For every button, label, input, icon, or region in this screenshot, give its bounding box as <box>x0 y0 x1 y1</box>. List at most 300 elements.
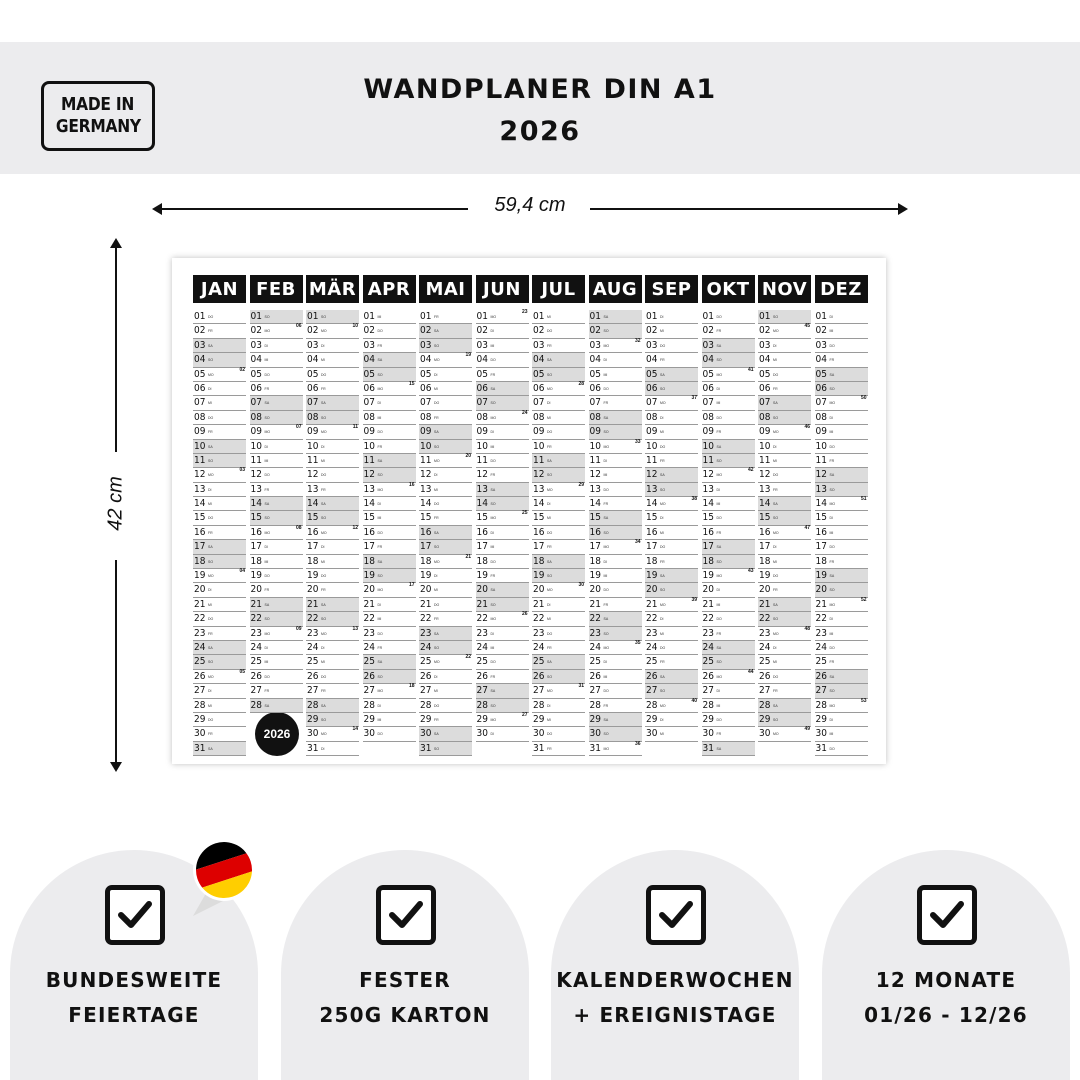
day-number: 21 <box>759 598 771 610</box>
day-row <box>702 468 755 482</box>
weekday-abbr: MO <box>547 386 553 391</box>
calendar-week-number: 36 <box>634 740 641 747</box>
calendar-week-number: 30 <box>578 582 584 589</box>
weekday-abbr: FR <box>321 588 326 593</box>
weekday-abbr: DI <box>377 502 381 507</box>
weekday-abbr: SA <box>208 645 213 650</box>
weekday-abbr: MI <box>773 358 777 363</box>
month-column <box>645 275 698 742</box>
day-number: 15 <box>194 512 206 524</box>
day-number: 06 <box>759 382 771 394</box>
day-number: 24 <box>759 641 771 653</box>
day-number: 14 <box>702 498 714 510</box>
day-number: 20 <box>307 584 319 596</box>
calendar-week-number: 23 <box>521 309 528 315</box>
weekday-abbr: SA <box>716 545 722 550</box>
calendar-week-number: 45 <box>804 323 810 330</box>
weekday-abbr: SO <box>490 602 496 607</box>
weekday-abbr: DO <box>208 617 214 622</box>
weekday-abbr: DO <box>716 516 722 521</box>
weekday-abbr: DI <box>547 502 551 507</box>
weekday-abbr: SA <box>829 674 835 679</box>
weekday-abbr: DO <box>208 717 214 722</box>
day-row <box>758 684 811 698</box>
day-row <box>758 324 811 338</box>
day-number: 08 <box>250 411 262 423</box>
day-number: 15 <box>589 512 601 524</box>
day-number: 14 <box>476 498 488 510</box>
day-number: 19 <box>815 570 827 582</box>
weekday-abbr: DO <box>603 588 609 593</box>
day-number: 19 <box>194 570 206 582</box>
day-row <box>589 670 642 684</box>
day-row <box>815 425 868 439</box>
weekday-abbr: MO <box>773 430 779 435</box>
day-row <box>815 713 868 727</box>
day-number: 02 <box>250 325 262 337</box>
day-number: 02 <box>476 325 488 337</box>
day-number: 08 <box>646 411 658 423</box>
weekday-abbr: DI <box>716 386 720 391</box>
calendar-week-number: 37 <box>691 395 697 402</box>
day-number: 22 <box>363 613 375 625</box>
day-row <box>815 742 868 756</box>
day-row <box>306 483 359 497</box>
day-row <box>306 555 359 569</box>
made-in-germany-badge <box>41 81 155 151</box>
day-number: 04 <box>815 354 827 366</box>
day-number: 16 <box>702 526 714 538</box>
weekday-abbr: MI <box>434 487 438 492</box>
weekday-abbr: MI <box>829 732 834 737</box>
day-number: 13 <box>646 483 658 495</box>
weekday-abbr: SA <box>829 473 835 478</box>
day-row <box>532 497 585 511</box>
day-row <box>702 483 755 497</box>
calendar-week-number: 32 <box>634 337 641 344</box>
month-column <box>363 275 416 742</box>
weekday-abbr: FR <box>660 660 665 665</box>
weekday-abbr: SA <box>547 358 552 363</box>
calendar-week-number: 22 <box>465 654 471 661</box>
day-row <box>193 411 246 425</box>
day-number: 09 <box>307 426 319 438</box>
weekday-abbr: MI <box>660 732 664 737</box>
day-row <box>419 382 472 396</box>
day-number: 27 <box>815 685 827 697</box>
day-row <box>419 555 472 569</box>
day-row <box>815 382 868 396</box>
weekday-abbr: SO <box>773 516 779 521</box>
day-number: 02 <box>363 325 375 337</box>
day-row <box>532 742 585 756</box>
weekday-abbr: SO <box>377 473 383 478</box>
day-row <box>702 555 755 569</box>
day-row <box>476 339 529 353</box>
weekday-abbr: MO <box>773 631 779 636</box>
day-number: 22 <box>759 613 771 625</box>
day-row <box>250 670 303 684</box>
weekday-abbr: DI <box>660 516 664 521</box>
calendar-week-number: 17 <box>408 582 415 589</box>
weekday-abbr: DI <box>321 645 325 650</box>
weekday-abbr: MO <box>208 574 214 579</box>
day-row <box>193 699 246 713</box>
weekday-abbr: MI <box>490 545 495 550</box>
day-row <box>306 425 359 439</box>
day-row <box>532 353 585 367</box>
day-number: 26 <box>759 670 771 682</box>
weekday-abbr: DO <box>377 631 383 636</box>
day-row <box>702 353 755 367</box>
weekday-abbr: DI <box>547 401 551 406</box>
day-number: 25 <box>646 656 658 668</box>
day-number: 06 <box>363 382 375 394</box>
weekday-abbr: MO <box>829 401 836 406</box>
weekday-abbr: FR <box>773 689 778 694</box>
day-row <box>815 324 868 338</box>
weekday-abbr: DO <box>490 358 496 363</box>
day-number: 11 <box>815 454 827 466</box>
day-number: 09 <box>476 426 488 438</box>
weekday-abbr: DO <box>829 545 835 550</box>
month-column <box>758 275 811 742</box>
day-number: 04 <box>250 354 262 366</box>
weekday-abbr: DO <box>377 732 383 737</box>
weekday-abbr: SO <box>547 674 553 679</box>
weekday-abbr: DI <box>773 444 777 449</box>
day-row <box>589 569 642 583</box>
weekday-abbr: SO <box>716 358 722 363</box>
feature-label-line1: KALENDERWOCHEN <box>556 968 794 992</box>
day-row <box>306 511 359 525</box>
weekday-abbr: MO <box>660 401 666 406</box>
day-number: 11 <box>589 454 601 466</box>
day-row <box>476 583 529 597</box>
day-row <box>532 526 585 540</box>
weekday-abbr: DO <box>829 645 835 650</box>
weekday-abbr: DI <box>208 588 212 593</box>
day-number: 29 <box>194 713 206 725</box>
day-row <box>758 411 811 425</box>
day-number: 03 <box>476 339 488 351</box>
day-number: 02 <box>815 325 827 337</box>
weekday-abbr: SA <box>660 674 665 679</box>
day-row <box>250 483 303 497</box>
day-row <box>645 511 698 525</box>
day-number: 17 <box>420 541 432 553</box>
calendar-week-number: 04 <box>239 568 245 575</box>
calendar-week-number: 07 <box>295 424 302 431</box>
calendar-week-number: 50 <box>860 395 867 402</box>
day-number: 21 <box>702 598 714 610</box>
day-number: 13 <box>420 483 432 495</box>
day-row <box>193 497 246 511</box>
day-row <box>532 627 585 641</box>
weekday-abbr: FR <box>208 329 213 334</box>
day-number: 19 <box>702 570 714 582</box>
weekday-abbr: DI <box>321 545 325 550</box>
day-number: 17 <box>815 541 827 553</box>
weekday-abbr: DO <box>377 430 383 435</box>
weekday-abbr: DO <box>321 574 327 579</box>
weekday-abbr: DI <box>660 315 664 319</box>
day-row <box>250 368 303 382</box>
day-row <box>589 699 642 713</box>
weekday-abbr: DO <box>377 530 383 535</box>
month-column <box>702 275 755 756</box>
day-number: 15 <box>646 512 658 524</box>
day-row <box>532 713 585 727</box>
day-number: 26 <box>702 670 714 682</box>
weekday-abbr: MI <box>603 674 608 679</box>
weekday-abbr: DO <box>490 458 496 463</box>
day-number: 22 <box>250 613 262 625</box>
day-number: 12 <box>476 469 488 481</box>
weekday-abbr: FR <box>321 689 326 694</box>
day-number: 06 <box>194 382 206 394</box>
weekday-abbr: MO <box>264 430 271 435</box>
day-number: 08 <box>476 411 488 423</box>
weekday-abbr: FR <box>603 703 609 708</box>
day-row <box>306 627 359 641</box>
weekday-abbr: SA <box>434 530 439 535</box>
feature-card-weeks <box>551 850 799 1080</box>
day-row <box>589 382 642 396</box>
day-row <box>306 497 359 511</box>
weekday-abbr: DI <box>208 689 212 694</box>
day-row <box>645 468 698 482</box>
weekday-abbr: DI <box>603 559 607 564</box>
day-number: 26 <box>420 670 432 682</box>
day-number: 16 <box>307 526 319 538</box>
calendar-week-number: 25 <box>521 510 528 517</box>
weekday-abbr: MI <box>208 401 212 406</box>
day-row <box>363 468 416 482</box>
day-row <box>702 310 755 324</box>
day-number: 21 <box>363 598 375 610</box>
weekday-abbr: SO <box>660 487 666 492</box>
day-number: 04 <box>759 354 771 366</box>
day-row <box>702 526 755 540</box>
day-number: 03 <box>759 339 771 351</box>
weekday-abbr: MO <box>377 588 384 593</box>
day-number: 07 <box>815 397 827 409</box>
weekday-abbr: SO <box>490 703 496 708</box>
day-number: 12 <box>250 469 262 481</box>
day-number: 12 <box>702 469 714 481</box>
day-row <box>815 339 868 353</box>
day-number: 16 <box>589 526 601 538</box>
weekday-abbr: DO <box>434 703 440 708</box>
day-row <box>532 555 585 569</box>
day-number: 15 <box>702 512 714 524</box>
day-row <box>815 583 868 597</box>
day-number: 06 <box>420 382 432 394</box>
day-row <box>363 569 416 583</box>
day-number: 04 <box>533 354 545 366</box>
weekday-abbr: SO <box>434 645 440 650</box>
weekday-abbr: DO <box>434 602 440 607</box>
day-number: 23 <box>815 627 827 639</box>
day-row <box>589 425 642 439</box>
feature-label-line2: 01/26 - 12/26 <box>864 1003 1028 1027</box>
day-number: 09 <box>420 426 432 438</box>
day-number: 12 <box>533 469 545 481</box>
day-row <box>532 569 585 583</box>
day-number: 13 <box>759 483 771 495</box>
day-row <box>758 468 811 482</box>
day-number: 10 <box>476 440 488 452</box>
day-number: 23 <box>307 627 319 639</box>
day-row <box>363 339 416 353</box>
day-row <box>645 440 698 454</box>
day-number: 17 <box>194 541 206 553</box>
day-row <box>250 583 303 597</box>
day-row <box>419 468 472 482</box>
day-row <box>363 526 416 540</box>
weekday-abbr: SO <box>829 588 835 593</box>
day-row <box>645 655 698 669</box>
day-number: 18 <box>363 555 375 567</box>
day-number: 29 <box>307 713 319 725</box>
arrow-down-icon <box>110 762 122 772</box>
weekday-abbr: SA <box>264 401 270 406</box>
day-number: 27 <box>533 685 545 697</box>
day-number: 09 <box>589 426 601 438</box>
day-number: 09 <box>250 426 262 438</box>
checkbox-checked-icon <box>917 885 977 945</box>
calendar-week-number: 19 <box>465 352 471 359</box>
day-number: 25 <box>702 656 714 668</box>
day-number: 19 <box>589 570 601 582</box>
weekday-abbr: SO <box>434 343 440 348</box>
day-number: 29 <box>420 713 432 725</box>
day-number: 09 <box>194 426 206 438</box>
weekday-abbr: SO <box>547 372 553 377</box>
weekday-abbr: FR <box>490 674 496 679</box>
day-row <box>419 641 472 655</box>
day-row <box>250 324 303 338</box>
day-row <box>250 511 303 525</box>
day-row <box>193 540 246 554</box>
day-number: 10 <box>815 440 827 452</box>
weekday-abbr: MO <box>660 602 666 607</box>
day-number: 27 <box>250 685 262 697</box>
day-row <box>363 425 416 439</box>
weekday-abbr: DO <box>829 343 835 348</box>
day-number: 08 <box>363 411 375 423</box>
day-number: 18 <box>759 555 771 567</box>
weekday-abbr: MI <box>603 473 608 478</box>
weekday-abbr: FR <box>660 358 665 363</box>
feature-label-line2: FEIERTAGE <box>68 1003 200 1027</box>
day-row <box>702 713 755 727</box>
day-row <box>363 324 416 338</box>
day-row <box>589 324 642 338</box>
weekday-abbr: SA <box>377 660 383 665</box>
weekday-abbr: SA <box>377 458 383 463</box>
weekday-abbr: MI <box>773 660 777 665</box>
weekday-abbr: FR <box>490 574 496 579</box>
day-number: 17 <box>646 541 658 553</box>
day-row <box>758 353 811 367</box>
weekday-abbr: DO <box>547 329 553 334</box>
weekday-abbr: SA <box>547 559 552 564</box>
day-row <box>702 339 755 353</box>
day-number: 11 <box>476 454 488 466</box>
weekday-abbr: SA <box>321 602 326 607</box>
calendar-week-number: 12 <box>352 524 358 531</box>
day-number: 14 <box>363 498 375 510</box>
day-row <box>589 526 642 540</box>
day-number: 07 <box>702 397 714 409</box>
day-row <box>363 454 416 468</box>
day-row <box>419 368 472 382</box>
day-row <box>306 310 359 324</box>
weekday-abbr: SA <box>716 746 722 751</box>
calendar-week-number: 09 <box>295 625 302 632</box>
day-row <box>419 612 472 626</box>
weekday-abbr: DO <box>208 315 214 319</box>
day-row <box>758 368 811 382</box>
calendar-week-number: 05 <box>239 668 245 675</box>
day-number: 21 <box>194 598 206 610</box>
day-number: 10 <box>646 440 658 452</box>
day-row <box>306 670 359 684</box>
day-number: 25 <box>589 656 601 668</box>
weekday-abbr: SA <box>829 372 835 377</box>
day-row <box>476 511 529 525</box>
weekday-abbr: MI <box>264 358 269 363</box>
weekday-abbr: FR <box>660 559 665 564</box>
day-number: 11 <box>533 454 545 466</box>
day-number: 20 <box>363 584 375 596</box>
weekday-abbr: MI <box>603 372 608 377</box>
day-row <box>758 641 811 655</box>
day-row <box>363 555 416 569</box>
weekday-abbr: SO <box>377 574 383 579</box>
weekday-abbr: SA <box>377 358 383 363</box>
day-number: 26 <box>250 670 262 682</box>
day-number: 10 <box>533 440 545 452</box>
day-row <box>306 569 359 583</box>
day-row <box>702 540 755 554</box>
day-row <box>306 742 359 756</box>
day-number: 14 <box>420 498 432 510</box>
weekday-abbr: SA <box>547 458 552 463</box>
day-row <box>419 339 472 353</box>
weekday-abbr: SA <box>321 401 326 406</box>
day-row <box>645 411 698 425</box>
day-row <box>419 540 472 554</box>
day-row <box>363 353 416 367</box>
day-row <box>758 627 811 641</box>
day-number: 06 <box>815 382 827 394</box>
day-number: 23 <box>194 627 206 639</box>
calendar-week-number: 51 <box>860 496 867 503</box>
day-number: 18 <box>815 555 827 567</box>
day-row <box>476 555 529 569</box>
day-row <box>532 511 585 525</box>
weekday-abbr: SO <box>434 545 440 550</box>
weekday-abbr: DO <box>321 473 327 478</box>
day-row <box>702 324 755 338</box>
day-row <box>250 612 303 626</box>
height-dimension-line-top <box>115 242 117 452</box>
day-number: 01 <box>420 311 432 322</box>
day-row <box>589 454 642 468</box>
